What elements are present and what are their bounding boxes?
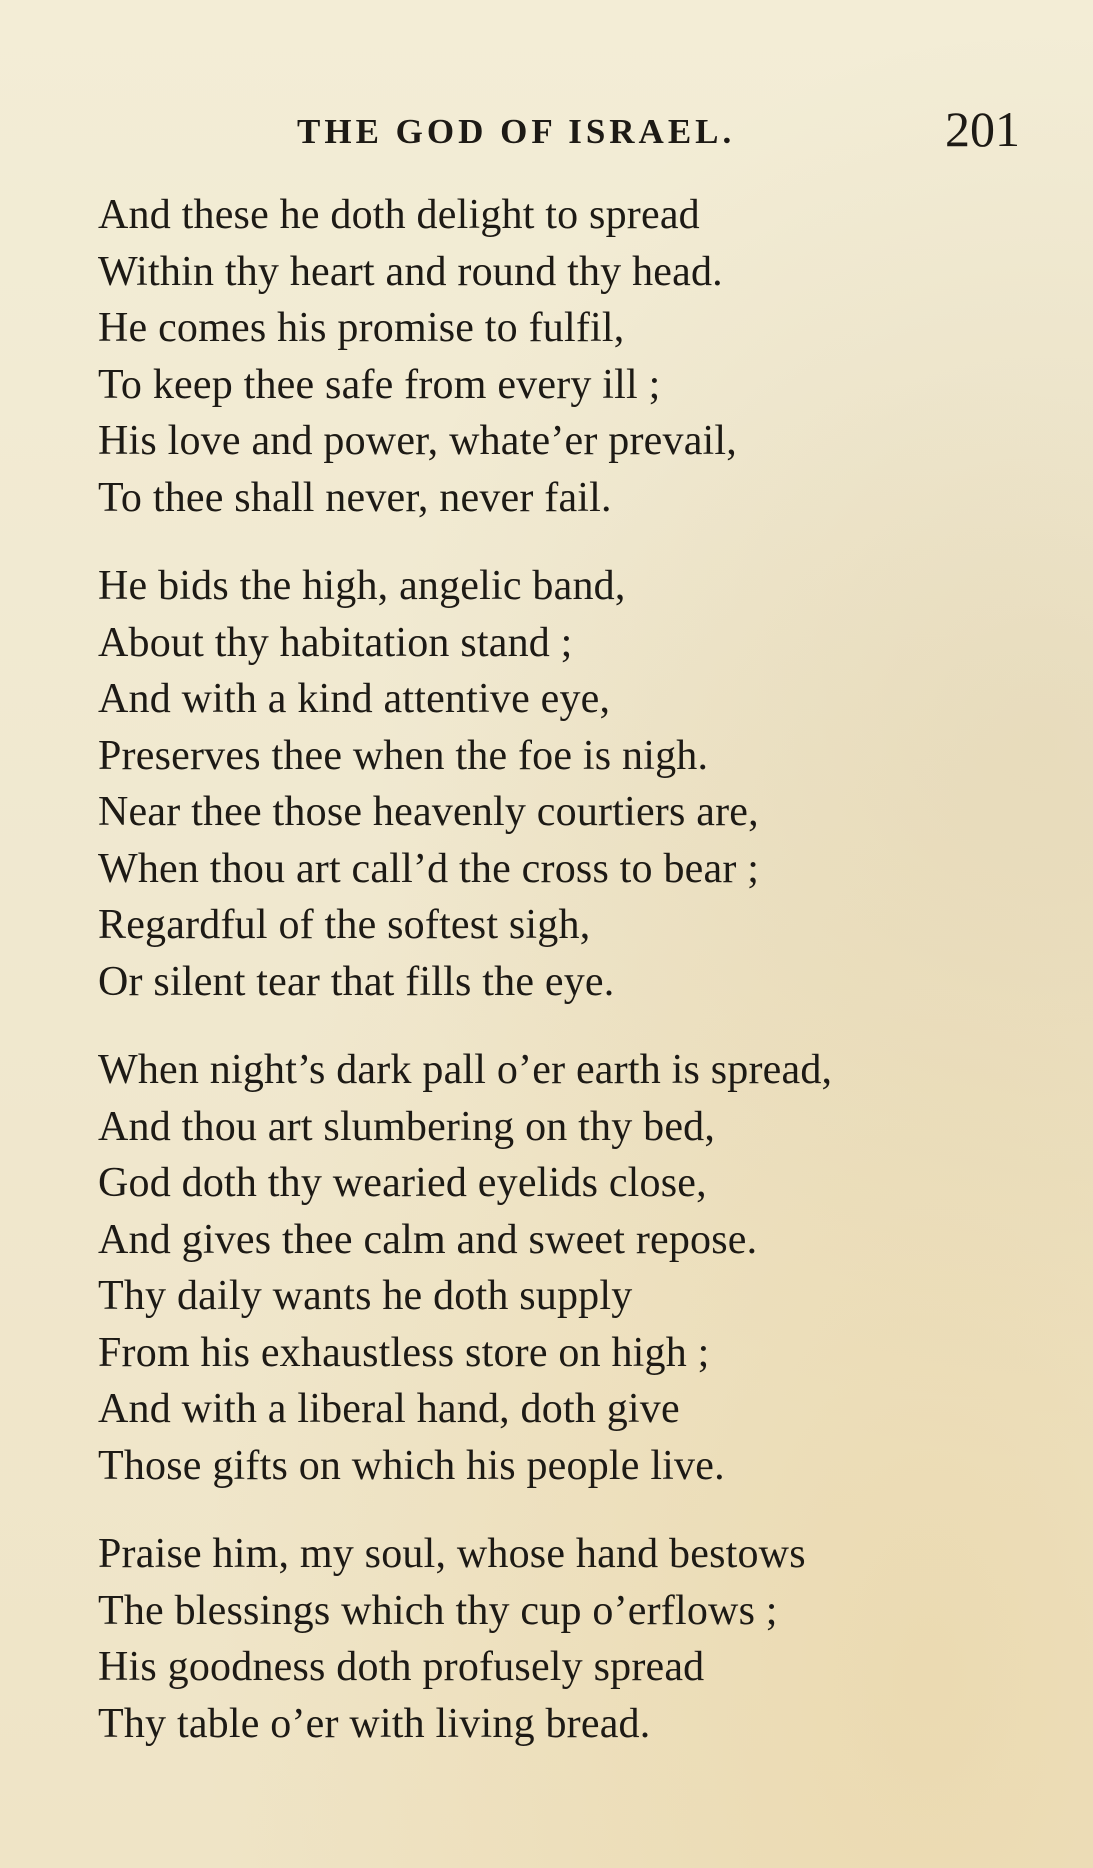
poem-line: Praise him, my soul, whose hand bestows [98, 1531, 806, 1577]
poem-line: Regardful of the softest sigh, [98, 902, 591, 948]
poem-line: To thee shall never, never fail. [98, 474, 612, 521]
stanza-1 [98, 187, 1058, 526]
poem-line: Those gifts on which his people live. [98, 1442, 725, 1489]
poem-line: And gives thee calm and sweet repose. [98, 1216, 758, 1263]
poem-line: And thou art slumbering on thy bed, [98, 1103, 716, 1150]
stanza-4 [98, 1526, 1058, 1752]
poem-line: And these he doth delight to spread [98, 192, 700, 238]
running-title: THE GOD OF ISRAEL. [297, 112, 736, 151]
poem-line: The blessings which thy cup o’erflows ; [98, 1587, 778, 1634]
poem-line: When thou art call’d the cross to bear ; [98, 845, 760, 892]
poem-line: Preserves thee when the foe is nigh. [98, 732, 709, 779]
poem-line: God doth thy wearied eyelids close, [98, 1160, 707, 1206]
poem-line: And with a liberal hand, doth give [98, 1386, 680, 1432]
page-number: 201 [945, 101, 1020, 157]
poem-line: About thy habitation stand ; [98, 619, 573, 666]
poem-line: Near thee those heavenly courtiers are, [98, 789, 759, 835]
poem-line: When night’s dark pall o’er earth is spread, [98, 1047, 833, 1093]
stanza-2 [98, 558, 1058, 1010]
poem-line: To keep thee safe from every ill ; [98, 361, 661, 408]
poem [98, 187, 1058, 1784]
poem-line: Or silent tear that fills the eye. [98, 958, 615, 1005]
poem-line: And with a kind attentive eye, [98, 676, 611, 722]
poem-line: From his exhaustless store on high ; [98, 1329, 710, 1376]
poem-line: He bids the high, angelic band, [98, 563, 626, 609]
poem-line: His goodness doth profusely spread [98, 1644, 705, 1690]
stanza-3 [98, 1042, 1058, 1494]
poem-line: He comes his promise to fulfil, [98, 305, 625, 351]
running-head [0, 100, 1093, 160]
poem-line: Thy daily wants he doth supply [98, 1273, 633, 1319]
poem-line: Within thy heart and round thy head. [98, 248, 723, 295]
poem-line: Thy table o’er with living bread. [98, 1700, 651, 1747]
poem-line: His love and power, whate’er prevail, [98, 418, 737, 464]
